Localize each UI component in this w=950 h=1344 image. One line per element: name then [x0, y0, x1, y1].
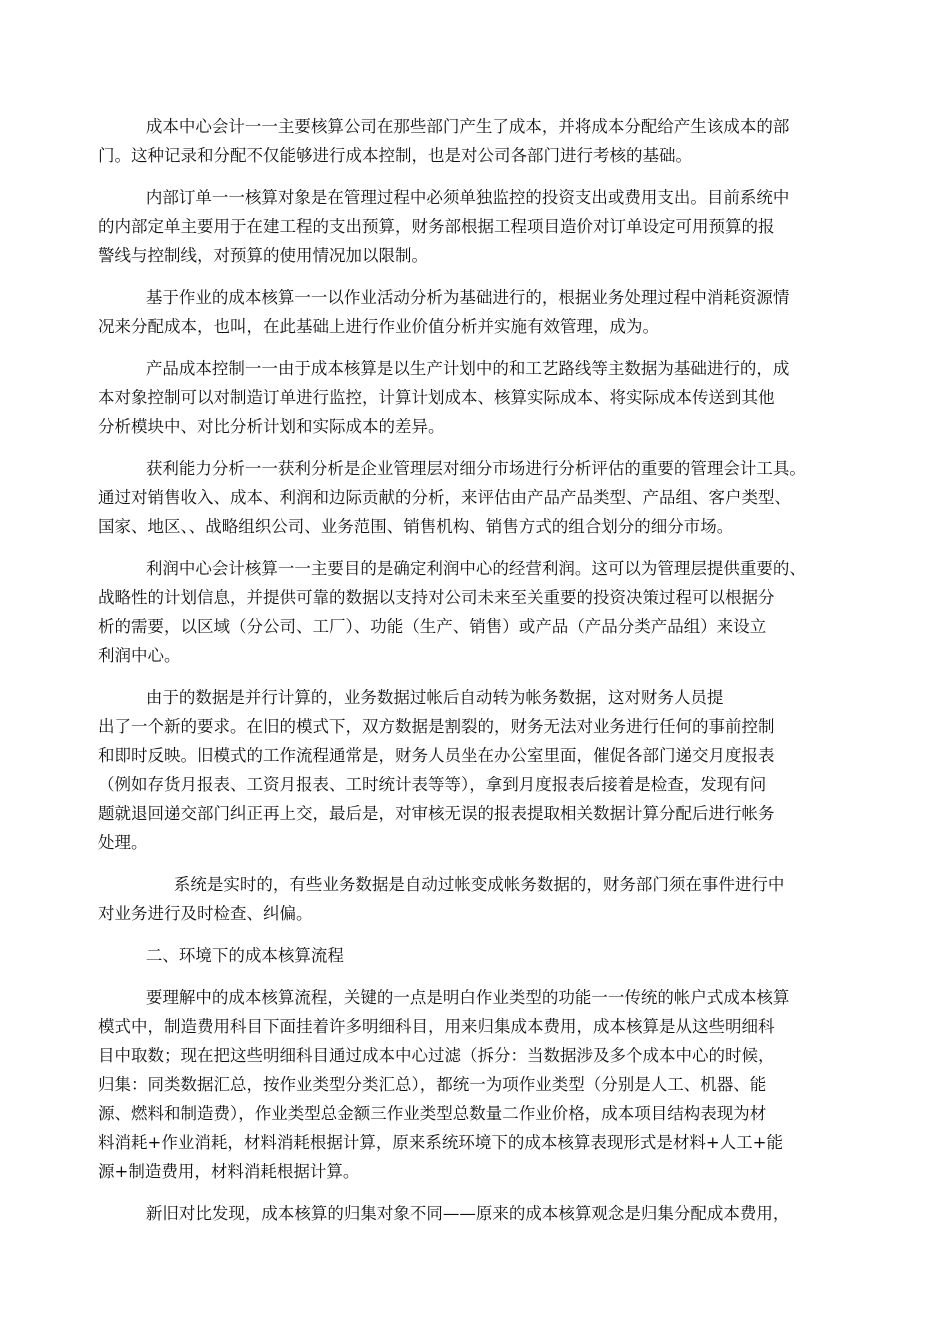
paragraph-internal-order — [98, 183, 858, 270]
paragraph-line: 基于作业的成本核算一一以作业活动分析为基础进行的，根据业务处理过程中消耗资源情 — [145, 288, 790, 307]
paragraph-line: 目中取数；现在把这些明细科目通过成本中心过滤（拆分：当数据涉及多个成本中心的时候， — [98, 1046, 775, 1065]
paragraph-line: 源、燃料和制造费），作业类型总金额三作业类型总数量二作业价格，成本项目结构表现为材 — [98, 1104, 767, 1123]
paragraph-line: 由于的数据是并行计算的，业务数据过帐后自动转为帐务数据，这对财务人员提 — [145, 688, 724, 707]
paragraph-line: 要理解中的成本核算流程，关键的一点是明白作业类型的功能一一传统的帐户式成本核算 — [145, 988, 790, 1007]
paragraph-line: 成本中心会计一一主要核算公司在那些部门产生了成本，并将成本分配给产生该成本的部 — [145, 117, 790, 136]
paragraph-line: 况来分配成本，也叫，在此基础上进行作业价值分析并实施有效管理，成为。 — [98, 317, 659, 336]
paragraph-line: 归集：同类数据汇总，按作业类型分类汇总），都统一为项作业类型（分别是人工、机器、能 — [98, 1075, 767, 1094]
paragraph-line: 利润中心会计核算一一主要目的是确定利润中心的经营利润。这可以为管理层提供重要的、 — [145, 559, 806, 578]
paragraph-line: 门。这种记录和分配不仅能够进行成本控制，也是对公司各部门进行考核的基础。 — [98, 146, 692, 165]
paragraph-line: 源+制造费用，材料消耗根据计算。 — [98, 1162, 360, 1181]
paragraph-line: 对业务进行及时检查、纠偏。 — [98, 904, 313, 923]
paragraph-line: 获利能力分析一一获利分析是企业管理层对细分市场进行分析评估的重要的管理会计工具。 — [145, 459, 806, 478]
paragraph-line: 和即时反映。旧模式的工作流程通常是，财务人员坐在办公室里面，催促各部门递交月度报表 — [98, 746, 775, 765]
paragraph-line: 分析模块中、对比分析计划和实际成本的差异。 — [98, 417, 445, 436]
paragraph-realtime — [98, 870, 858, 928]
paragraph-process-understanding — [98, 983, 858, 1186]
paragraph-line: 警线与控制线，对预算的使用情况加以限制。 — [98, 246, 428, 265]
paragraph-line: 国家、地区、、战略组织公司、业务范围、销售机构、销售方式的组合划分的细分市场。 — [98, 517, 734, 536]
paragraphs-before-heading — [98, 112, 858, 928]
paragraph-line: 产品成本控制一一由于成本核算是以生产计划中的和工艺路线等主数据为基础进行的，成 — [145, 359, 790, 378]
paragraph-line: 析的需要，以区域（分公司、工厂）、功能（生产、销售）或产品（产品分类产品组）来设立 — [98, 617, 767, 636]
paragraph-profit-center — [98, 554, 858, 670]
paragraph-line: 模式中，制造费用科目下面挂着许多明细科目，用来归集成本费用，成本核算是从这些明细科 — [98, 1017, 775, 1036]
paragraph-line: 战略性的计划信息，并提供可靠的数据以支持对公司未来至关重要的投资决策过程可以根据分 — [98, 588, 775, 607]
paragraph-line: 出了一个新的要求。在旧的模式下，双方数据是割裂的，财务无法对业务进行任何的事前控制 — [98, 717, 775, 736]
paragraph-line: 题就退回递交部门纠正再上交，最后是，对审核无误的报表提取相关数据计算分配后进行帐务 — [98, 804, 775, 823]
paragraph-line: 处理。 — [98, 833, 148, 852]
paragraph-profitability — [98, 454, 858, 541]
paragraph-product-cost — [98, 354, 858, 441]
paragraph-comparison — [98, 1199, 858, 1228]
paragraph-line: 本对象控制可以对制造订单进行监控，计算计划成本、核算实际成本、将实际成本传送到其他 — [98, 388, 775, 407]
paragraph-line: 内部订单一一核算对象是在管理过程中必须单独监控的投资支出或费用支出。目前系统中 — [145, 188, 790, 207]
paragraph-cost-center — [98, 112, 858, 170]
paragraph-line: 新旧对比发现，成本核算的归集对象不同——原来的成本核算观念是归集分配成本费用， — [145, 1204, 790, 1223]
paragraph-parallel-data — [98, 683, 858, 857]
paragraph-activity-based — [98, 283, 858, 341]
paragraph-line: 系统是实时的，有些业务数据是自动过帐变成帐务数据的，财务部门须在事件进行中 — [173, 875, 785, 894]
document-page — [98, 112, 858, 1241]
paragraph-line: 通过对销售收入、成本、利润和边际贡献的分析，来评估由产品产品类型、产品组、客户类型、 — [98, 488, 791, 507]
paragraph-line: 料消耗+作业消耗，材料消耗根据计算，原来系统环境下的成本核算表现形式是材料+人工+能 — [98, 1133, 783, 1152]
paragraph-line: 利润中心。 — [98, 646, 181, 665]
paragraphs-after-heading — [98, 983, 858, 1228]
section-heading: 二、环境下的成本核算流程 — [145, 946, 344, 965]
paragraph-line: （例如存货月报表、工资月报表、工时统计表等等），拿到月度报表后接着是检查，发现有问 — [98, 775, 767, 794]
paragraph-line: 的内部定单主要用于在建工程的支出预算，财务部根据工程项目造价对订单设定可用预算的报 — [98, 217, 775, 236]
